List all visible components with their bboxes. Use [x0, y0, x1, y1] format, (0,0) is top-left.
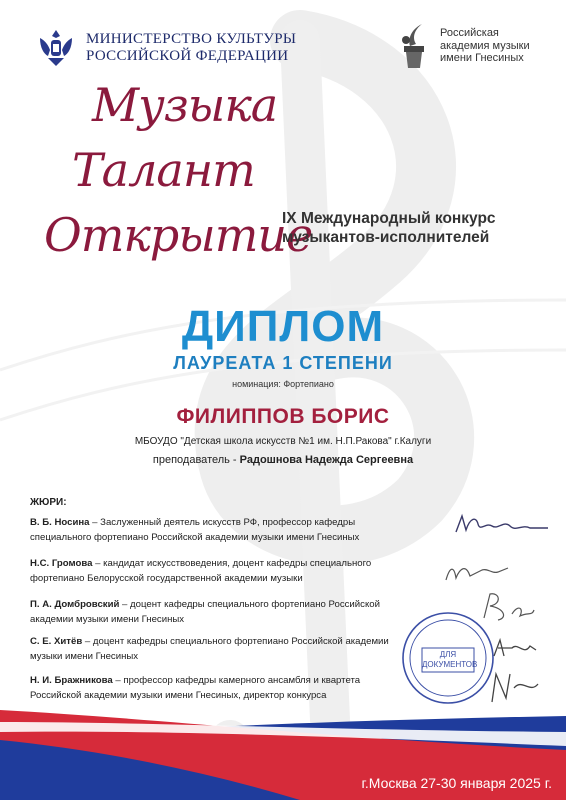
- teacher-prefix: преподаватель -: [152, 454, 240, 466]
- jury-member-desc: – Заслуженный деятель искусств РФ, профессор кафедры специального фортепиано Российской академии музыки имени Гнесиных: [30, 517, 360, 543]
- jury-member: [30, 597, 410, 627]
- stamp-center-text: [422, 650, 478, 670]
- jury-member-name: С. Е. Хитёв: [30, 636, 83, 647]
- nomination: номинация: Фортепиано: [232, 379, 334, 389]
- festival-script-line-3: Открытие: [44, 208, 313, 262]
- jury-member-name: П. А. Домбровский: [30, 599, 120, 610]
- ministry-line-2: РОССИЙСКОЙ ФЕДЕРАЦИИ: [86, 48, 289, 64]
- winner-school: МБОУДО "Детская школа искусств №1 им. Н.П.Ракова" г.Калуги: [134, 436, 432, 447]
- laureate-degree: ЛАУРЕАТА 1 СТЕПЕНИ: [173, 353, 393, 373]
- signature-gromova: [442, 560, 512, 586]
- teacher-line: [0, 454, 566, 466]
- festival-script-line-2: Талант: [72, 143, 255, 197]
- jury-member-desc: – кандидат искусствоведения, доцент кафедры специального фортепиано Белорусской государственной академии музыки: [30, 558, 372, 584]
- signature-nosina: [452, 510, 552, 540]
- jury-member: [30, 673, 410, 703]
- jury-member-name: Н.С. Громова: [30, 558, 93, 569]
- jury-member: [30, 515, 410, 545]
- jury-member-desc: – профессор кафедры камерного ансамбля и квартета Российской академии музыки имени Гнесиных, директор конкурса: [30, 675, 361, 701]
- jury-member: [30, 634, 410, 664]
- academy-block: [394, 22, 530, 70]
- stamp-line-2: ДОКУМЕНТОВ: [422, 660, 478, 669]
- teacher-name: Радошнова Надежда Сергеевна: [239, 454, 414, 466]
- stamp-line-1: ДЛЯ: [439, 650, 457, 659]
- jury-title: ЖЮРИ:: [30, 497, 67, 508]
- jury-member-desc: – доцент кафедры специального фортепиано Российской академии музыки имени Гнесиных: [30, 599, 380, 625]
- jury-member-name: В. Б. Носина: [30, 517, 90, 528]
- contest-title: [282, 209, 496, 247]
- jury-member-name: Н. И. Бражникова: [30, 675, 113, 686]
- academy-line-3: имени Гнесиных: [440, 52, 524, 65]
- signature-khitev: [490, 636, 540, 662]
- festival-script-line-1: Музыка: [92, 78, 278, 132]
- russian-eagle-emblem-icon: [34, 26, 78, 70]
- ministry-block: [34, 26, 296, 70]
- jury-member-desc: – доцент кафедры специального фортепиано Российской академии музыки имени Гнесиных: [30, 636, 389, 662]
- footer-date-place: г.Москва 27-30 января 2025 г.: [361, 775, 552, 791]
- winner-name: ФИЛИППОВ БОРИС: [176, 405, 390, 428]
- academy-line-1: Российская: [440, 27, 499, 40]
- official-stamp: [400, 610, 496, 706]
- academy-name: [440, 27, 530, 65]
- ministry-name: [86, 31, 296, 65]
- contest-line-2: музыкантов-исполнителей: [282, 229, 490, 246]
- jury-member: [30, 556, 410, 586]
- academy-line-2: академия музыки: [440, 39, 530, 52]
- contest-line-1: IX Международный конкурс: [282, 210, 496, 227]
- gnesin-academy-logo-icon: [394, 22, 434, 70]
- ministry-line-1: МИНИСТЕРСТВО КУЛЬТУРЫ: [86, 31, 297, 47]
- diploma-title: ДИПЛОМ: [181, 302, 385, 351]
